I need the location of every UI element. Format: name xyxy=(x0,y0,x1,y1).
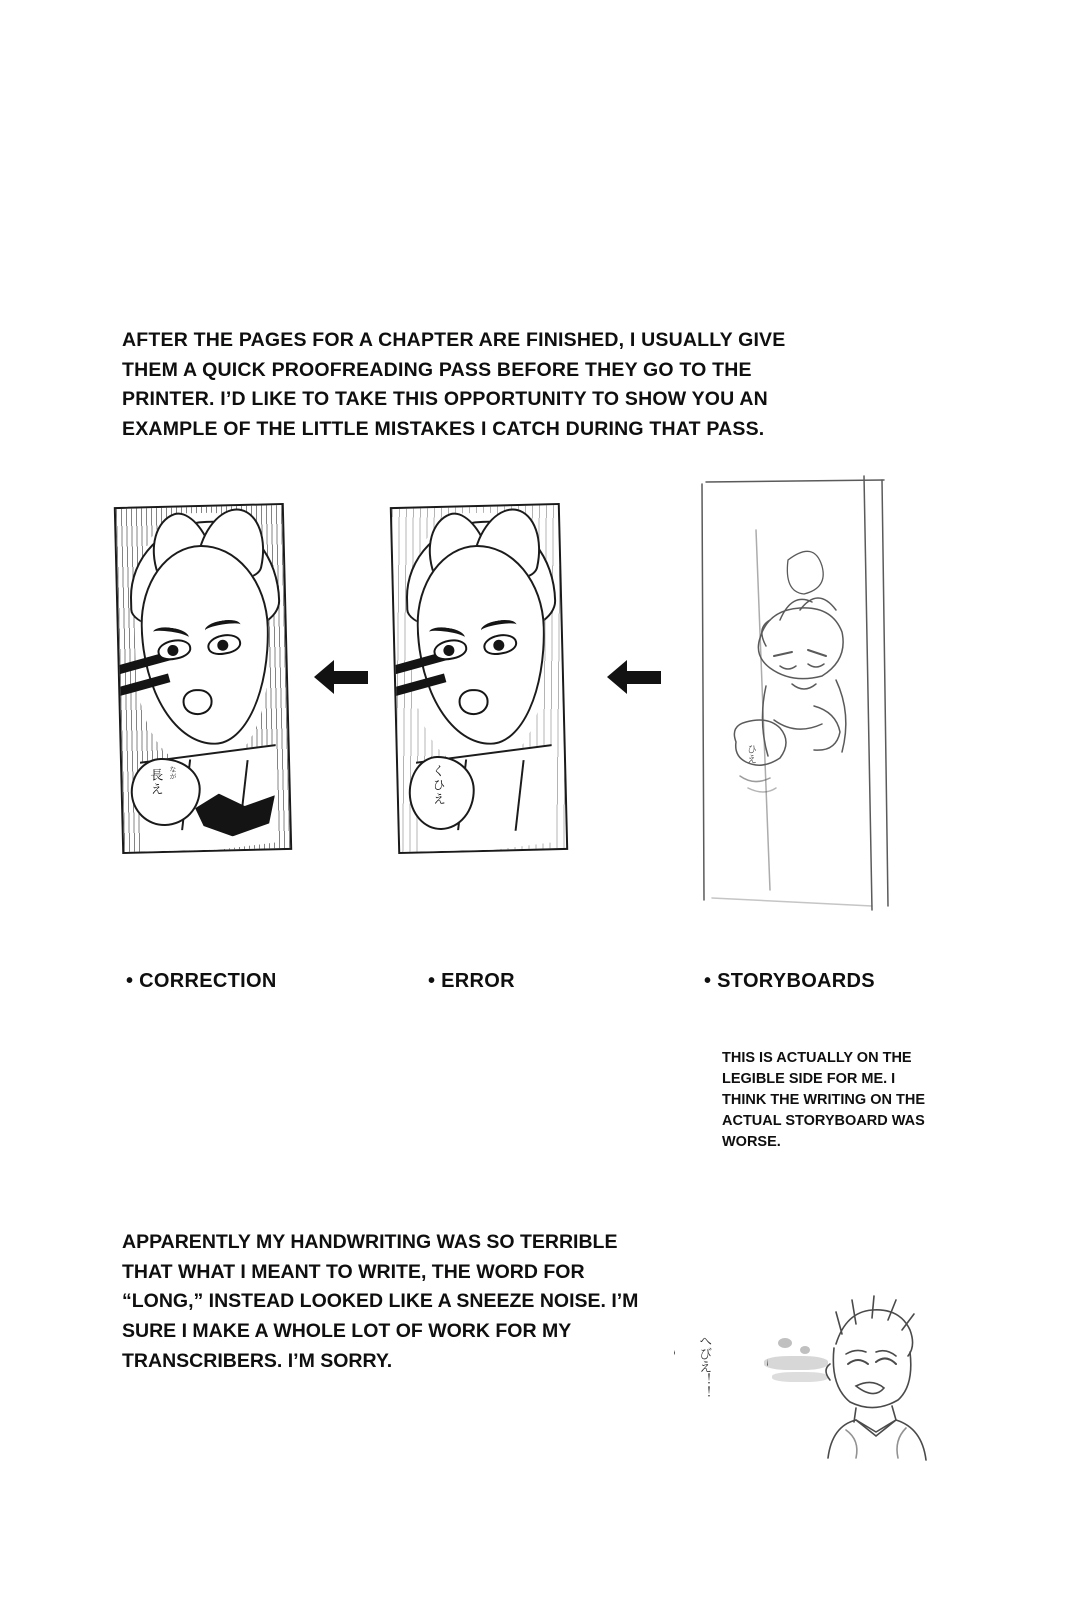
arrow-storyboard-to-error xyxy=(607,660,661,694)
caption-error: • ERROR xyxy=(428,970,515,992)
storyboard-scribble-text: ひえ xyxy=(744,744,756,764)
panel-row xyxy=(0,470,1067,950)
bubble-text: 長え xyxy=(147,768,163,797)
arrow-shaft xyxy=(623,671,661,684)
sneeze-text: へびえ！！ xyxy=(696,1334,712,1399)
bubble-ruby-text: なが xyxy=(168,765,178,780)
caption-storyboards: • STORYBOARDS xyxy=(704,970,875,992)
closing-paragraph: APPARENTLY MY HANDWRITING WAS SO TERRIBLE THAT WHAT I MEANT TO WRITE, THE WORD FOR “LONG,” INSTEAD LOOKED LIKE A SNEEZE NOISE. I’M SURE I MAKE A WHOLE LOT OF WORK FOR MY TRANSCRIBERS. I’M SORRY. xyxy=(122,1231,639,1372)
storyboard-sketch xyxy=(696,470,894,922)
intro-paragraph: AFTER THE PAGES FOR A CHAPTER ARE FINISHED, I USUALLY GIVE THEM A QUICK PROOFREADING PASS BEFORE THEY GO TO THE PRINTER. I’D LIKE TO TAKE THIS OPPORTUNITY TO SHOW YOU AN EXAMPLE OF THE LITTLE MISTAKES I CATCH DURING THAT PASS. xyxy=(122,329,786,440)
arrow-shaft xyxy=(330,671,368,684)
panel-error-art xyxy=(392,505,566,852)
arrow-head xyxy=(314,660,334,694)
panel-correction-art xyxy=(116,505,290,852)
panel-correction xyxy=(114,503,292,854)
caption-correction: • CORRECTION xyxy=(126,970,277,992)
arrow-error-to-correction xyxy=(314,660,368,694)
storyboard-side-note: THIS IS ACTUALLY ON THE LEGIBLE SIDE FOR ME. I THINK THE WRITING ON THE ACTUAL STORYBOARD WAS WORSE. xyxy=(722,1050,925,1151)
sneezing-boy-sketch xyxy=(660,1290,950,1470)
bubble-text: くひえ xyxy=(429,763,446,807)
bottom-sketch xyxy=(660,1290,950,1470)
panel-error xyxy=(390,503,568,854)
arrow-head xyxy=(607,660,627,694)
panel-storyboards xyxy=(696,470,894,922)
